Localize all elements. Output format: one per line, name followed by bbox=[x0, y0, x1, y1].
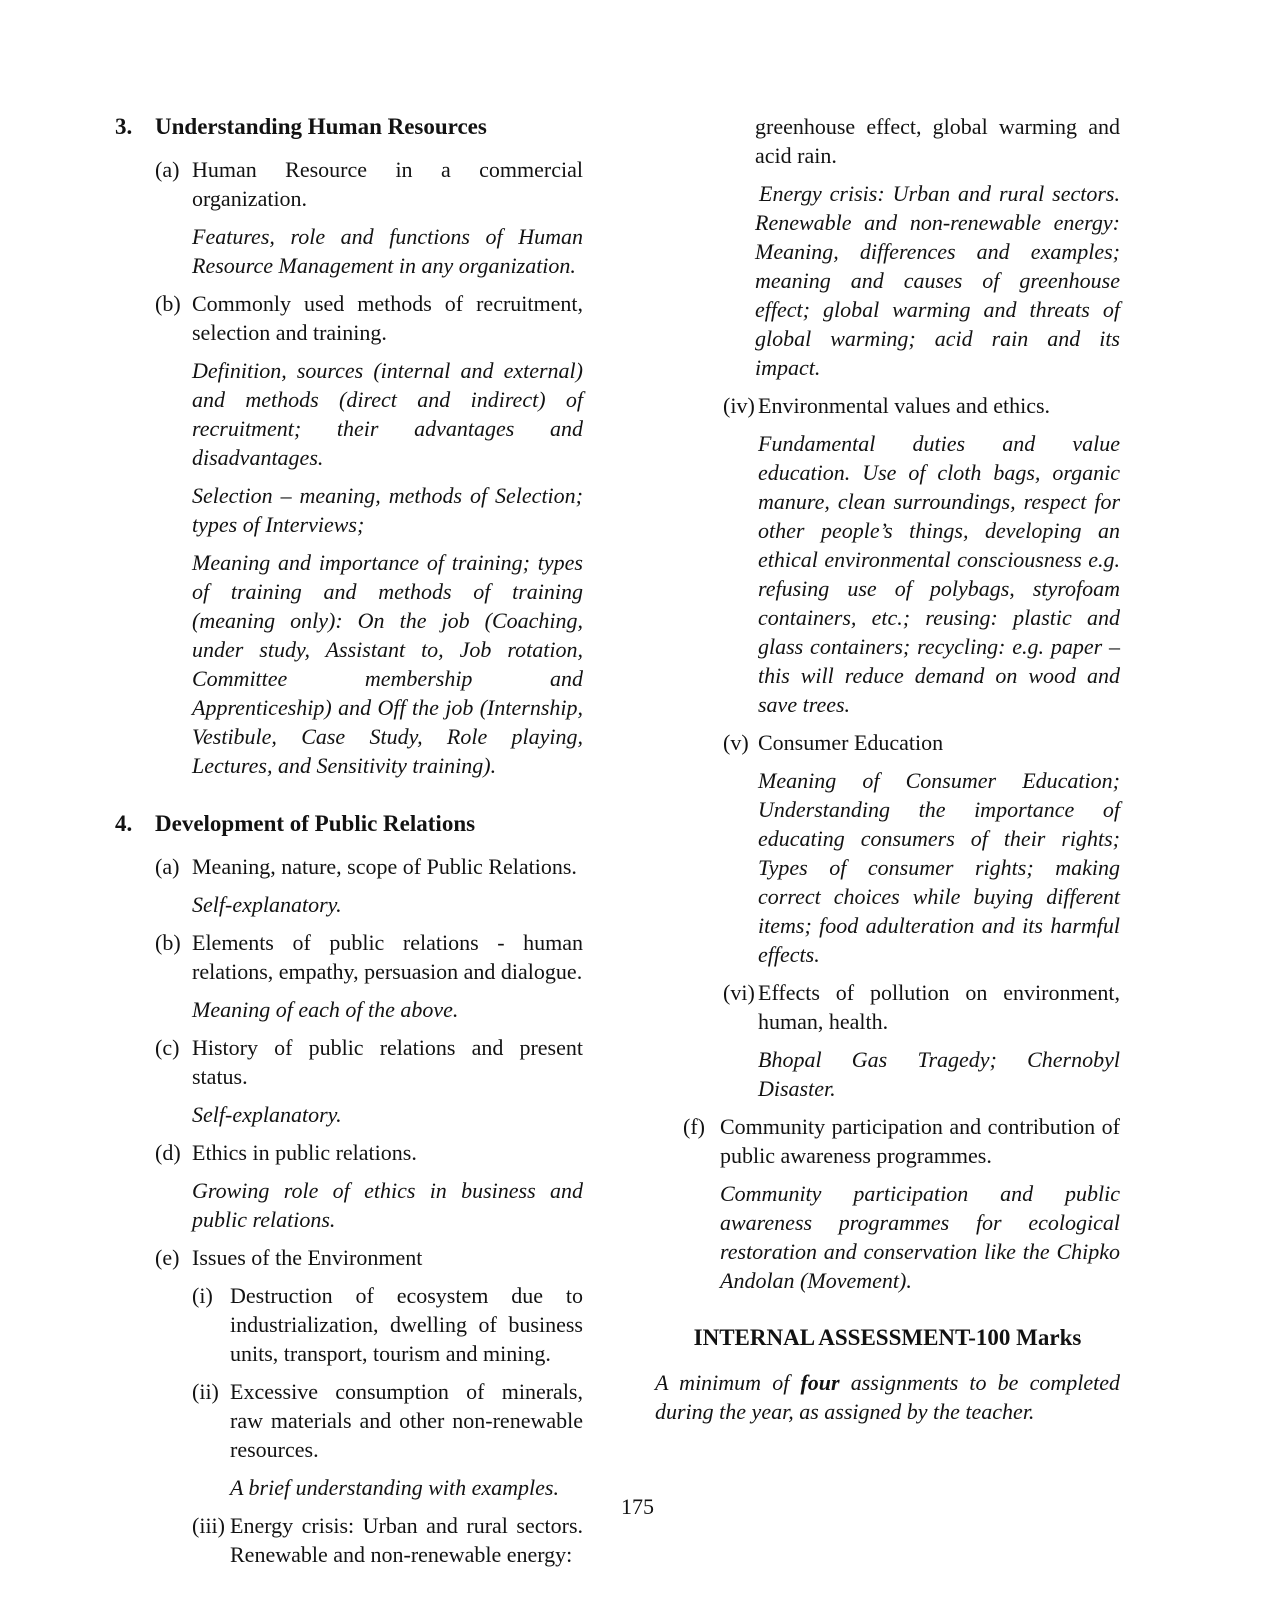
page-number: 175 bbox=[621, 1494, 654, 1519]
item-label: (c) bbox=[155, 1035, 180, 1060]
subitem-body bbox=[230, 1511, 583, 1578]
item-note: Meaning of each of the above. bbox=[192, 997, 459, 1022]
subitem-body bbox=[230, 1377, 583, 1511]
item-a bbox=[155, 155, 583, 289]
subitem-vi bbox=[723, 978, 1120, 1112]
item-label: (b) bbox=[155, 930, 181, 955]
section-title: Understanding Human Resources bbox=[155, 114, 487, 139]
subitem-body bbox=[758, 728, 1120, 978]
item-f bbox=[683, 1112, 1120, 1179]
subitem-text: Destruction of ecosystem due to industrialization, dwelling of business units, transport, tourism and mining. bbox=[230, 1283, 583, 1366]
section-4 bbox=[115, 809, 583, 1578]
item-note: Community participation and public awareness programmes for ecological restoration and conservation like the Chipko Andolan (Movement). bbox=[720, 1181, 1120, 1293]
subitem-label: (i) bbox=[192, 1283, 213, 1308]
subitem-note: Bhopal Gas Tragedy; Chernobyl Disaster. bbox=[758, 1047, 1120, 1101]
item-text: Issues of the Environment bbox=[192, 1245, 423, 1270]
item-body bbox=[192, 928, 583, 1033]
subitem-label: (iii) bbox=[192, 1513, 225, 1538]
item-note: Definition, sources (internal and external) and methods (direct and indirect) of recruitment; their advantages and disadvantages. bbox=[192, 358, 583, 470]
subitem-i bbox=[192, 1281, 583, 1377]
item-body bbox=[192, 1033, 583, 1138]
section-number: 3. bbox=[115, 114, 133, 139]
item-text: Ethics in public relations. bbox=[192, 1140, 417, 1165]
continuation-text: greenhouse effect, global warming and acid rain. bbox=[755, 114, 1120, 168]
item-text: Commonly used methods of recruitment, selection and training. bbox=[192, 291, 583, 345]
item-body bbox=[192, 1138, 583, 1243]
item-text: Meaning, nature, scope of Public Relations. bbox=[192, 854, 577, 879]
item-body bbox=[192, 1243, 583, 1578]
left-column bbox=[115, 112, 583, 1578]
item-text: Elements of public relations - human relations, empathy, persuasion and dialogue. bbox=[192, 930, 583, 984]
item-text: Community participation and contribution of public awareness programmes. bbox=[720, 1114, 1120, 1168]
section-3 bbox=[115, 112, 583, 789]
item-label: (f) bbox=[683, 1114, 705, 1139]
internal-assessment-paragraph bbox=[655, 1368, 1120, 1426]
item-note: Self-explanatory. bbox=[192, 892, 342, 917]
item-note: Self-explanatory. bbox=[192, 1102, 342, 1127]
item-note: Selection – meaning, methods of Selection; types of Interviews; bbox=[192, 483, 583, 537]
item-note: Meaning and importance of training; types of training and methods of training (meaning only): On the job (Coaching, under study, Assistant to, Job rotation, Committee membership and Apprenticeship) and Off the job (Internship, Vestibule, Case Study, Role playing, Lectures, and Sensitivity training). bbox=[192, 550, 583, 778]
subitem-v bbox=[723, 728, 1120, 978]
item-body bbox=[192, 155, 583, 289]
item-body bbox=[720, 1112, 1120, 1179]
right-column bbox=[655, 112, 1120, 1435]
subitem-ii bbox=[192, 1377, 583, 1511]
continuation-block bbox=[755, 112, 1120, 382]
subitem-label: (iv) bbox=[723, 393, 755, 418]
subitem-body bbox=[758, 391, 1120, 728]
subitem-note: A brief understanding with examples. bbox=[230, 1475, 559, 1500]
section-number: 4. bbox=[115, 811, 133, 836]
subitem-text: Excessive consumption of minerals, raw materials and other non-renewable resources. bbox=[230, 1379, 583, 1462]
subitem-iv bbox=[723, 391, 1120, 728]
subitem-body bbox=[230, 1281, 583, 1377]
item-b bbox=[155, 928, 583, 1033]
item-label: (b) bbox=[155, 291, 181, 316]
item-a bbox=[155, 852, 583, 928]
item-label: (e) bbox=[155, 1245, 180, 1270]
item-body bbox=[192, 289, 583, 789]
item-text: History of public relations and present status. bbox=[192, 1035, 583, 1089]
subitem-label: (ii) bbox=[192, 1379, 219, 1404]
item-text: Human Resource in a commercial organization. bbox=[192, 157, 583, 211]
subitem-label: (vi) bbox=[723, 980, 755, 1005]
section-3-heading bbox=[115, 112, 583, 141]
section-4-heading bbox=[115, 809, 583, 838]
ia-text-suffix: assignments to be completed during the year, as assigned by the teacher. bbox=[655, 1370, 1120, 1424]
item-b bbox=[155, 289, 583, 789]
subitem-note: Fundamental duties and value education. Use of cloth bags, organic manure, clean surroundings, respect for other people’s things, developing an ethical environmental consciousness e.g. refusing use of polybags, styrofoam containers, etc.; reusing: plastic and glass containers; recycling: e.g. paper – this will reduce demand on wood and save trees. bbox=[758, 431, 1120, 717]
subitem-text: Effects of pollution on environment, human, health. bbox=[758, 980, 1120, 1034]
subitem-text: Energy crisis: Urban and rural sectors. Renewable and non-renewable energy: bbox=[230, 1513, 583, 1567]
item-label: (d) bbox=[155, 1140, 181, 1165]
section-title: Development of Public Relations bbox=[155, 811, 476, 836]
item-note: Features, role and functions of Human Resource Management in any organization. bbox=[192, 224, 583, 278]
subitem-iii bbox=[192, 1511, 583, 1578]
item-c bbox=[155, 1033, 583, 1138]
item-label: (a) bbox=[155, 157, 180, 182]
item-label: (a) bbox=[155, 854, 180, 879]
internal-assessment-heading: INTERNAL ASSESSMENT-100 Marks bbox=[693, 1325, 1082, 1350]
item-d bbox=[155, 1138, 583, 1243]
subitem-text: Consumer Education bbox=[758, 730, 944, 755]
ia-text-prefix: A minimum of bbox=[655, 1370, 801, 1395]
item-note: Growing role of ethics in business and public relations. bbox=[192, 1178, 583, 1232]
item-f-note-block bbox=[720, 1179, 1120, 1295]
item-body bbox=[192, 852, 583, 928]
ia-text-bold: four bbox=[800, 1370, 840, 1395]
subitem-text: Environmental values and ethics. bbox=[758, 393, 1051, 418]
item-e bbox=[155, 1243, 583, 1578]
continuation-note: Energy crisis: Urban and rural sectors. Renewable and non-renewable energy: Meaning, differences and examples; meaning and causes of greenhouse effect; global warming and threats of global warming; acid rain and its impact. bbox=[755, 181, 1120, 380]
subitem-label: (v) bbox=[723, 730, 749, 755]
subitem-note: Meaning of Consumer Education; Understanding the importance of educating consumers of their rights; Types of consumer rights; making correct choices while buying different items; food adulteration and its harmful effects. bbox=[758, 768, 1120, 967]
subitem-body bbox=[758, 978, 1120, 1112]
subitems-group bbox=[723, 391, 1120, 1112]
